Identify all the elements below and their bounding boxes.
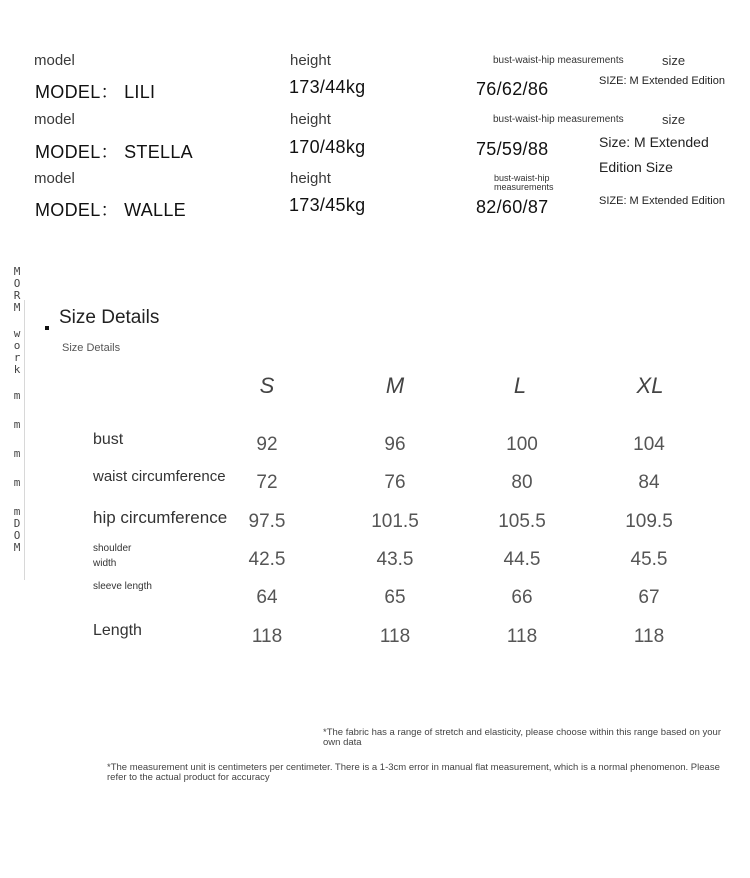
column-header-s: S (259, 373, 275, 398)
table-cell: 118 (633, 626, 665, 647)
model-measurements: 75/59/88 (476, 139, 549, 159)
model-height-weight: 170/48kg (289, 137, 366, 157)
side-char: m (13, 447, 21, 460)
table-cell: 92 (256, 434, 278, 455)
column-header-xl: XL (636, 373, 664, 398)
side-char: o (13, 339, 21, 352)
model-name: MODEL： WALLE (35, 200, 186, 220)
row-label: bust (93, 431, 124, 448)
row-label: waist circumference (93, 468, 226, 485)
section-title: Size Details (59, 307, 160, 328)
section-bullet (45, 326, 49, 330)
side-char: M (13, 265, 21, 278)
model-size-value: SIZE: M Extended Edition (599, 195, 725, 207)
side-char: D (13, 517, 21, 530)
size-label: size (662, 53, 686, 68)
table-cell: 84 (638, 472, 660, 493)
bwh-label: bust-waist-hip measurements (493, 55, 624, 66)
side-char: O (13, 529, 21, 542)
table-cell: 72 (256, 472, 278, 493)
model-size-value: SIZE: M Extended Edition (599, 75, 725, 87)
side-char: m (13, 505, 21, 518)
model-size-value: Size: M Extended Edition Size (599, 134, 709, 175)
table-cell: 109.5 (625, 511, 673, 532)
model-height-weight: 173/45kg (289, 195, 366, 215)
model-height-weight: 173/44kg (289, 77, 366, 97)
side-char: r (13, 351, 21, 364)
footnote-stretch: *The fabric has a range of stretch and elasticity, please choose within this range based on your own data (323, 727, 721, 748)
table-cell: 104 (633, 434, 665, 455)
row-label: sleeve length (93, 581, 152, 592)
table-cell: 44.5 (503, 549, 541, 570)
side-char: R (13, 289, 21, 302)
column-header-l: L (513, 373, 527, 398)
row-label: shoulder width (93, 543, 132, 569)
bwh-label: bust-waist-hip measurements (494, 173, 554, 192)
table-cell: 67 (638, 587, 660, 608)
side-brand-text (10, 266, 24, 554)
size-label: size (662, 112, 686, 127)
model-label: model (34, 170, 75, 187)
table-cell: 43.5 (376, 549, 414, 570)
row-label: hip circumference (93, 508, 228, 527)
table-cell: 45.5 (630, 549, 668, 570)
table-cell: 100 (506, 434, 538, 455)
height-label: height (290, 111, 331, 128)
model-measurements: 76/62/86 (476, 79, 549, 99)
table-cell: 66 (511, 587, 533, 608)
row-label: Length (93, 622, 142, 639)
side-char: M (13, 541, 21, 554)
table-cell: 96 (384, 434, 406, 455)
side-char: m (13, 389, 21, 402)
table-cell: 42.5 (248, 549, 286, 570)
side-char: O (13, 277, 21, 290)
side-divider (24, 300, 25, 580)
model-measurements: 82/60/87 (476, 197, 549, 217)
table-cell: 118 (379, 626, 411, 647)
table-cell: 105.5 (498, 511, 546, 532)
side-char: m (13, 476, 21, 489)
table-cell: 80 (511, 472, 533, 493)
table-cell: 64 (256, 587, 278, 608)
bwh-label: bust-waist-hip measurements (493, 114, 624, 125)
model-label: model (34, 111, 75, 128)
table-cell: 101.5 (371, 511, 419, 532)
side-char: M (13, 301, 21, 314)
column-header-m: M (385, 373, 405, 398)
side-char: m (13, 418, 21, 431)
height-label: height (290, 170, 331, 187)
footnote-measurement: *The measurement unit is centimeters per centimeter. There is a 1-3cm error in manual flat measurement, which is a normal phenomenon. Please refer to the actual product for accuracy (107, 762, 720, 783)
table-cell: 97.5 (248, 511, 286, 532)
table-cell: 65 (384, 587, 406, 608)
model-name: MODEL： LILI (35, 82, 156, 102)
height-label: height (290, 52, 331, 69)
model-label: model (34, 52, 75, 69)
side-char: w (13, 327, 21, 340)
model-name: MODEL： STELLA (35, 142, 193, 162)
section-subtitle: Size Details (62, 342, 121, 354)
table-cell: 118 (506, 626, 538, 647)
side-char: k (13, 363, 21, 376)
table-cell: 76 (384, 472, 406, 493)
table-cell: 118 (251, 626, 283, 647)
